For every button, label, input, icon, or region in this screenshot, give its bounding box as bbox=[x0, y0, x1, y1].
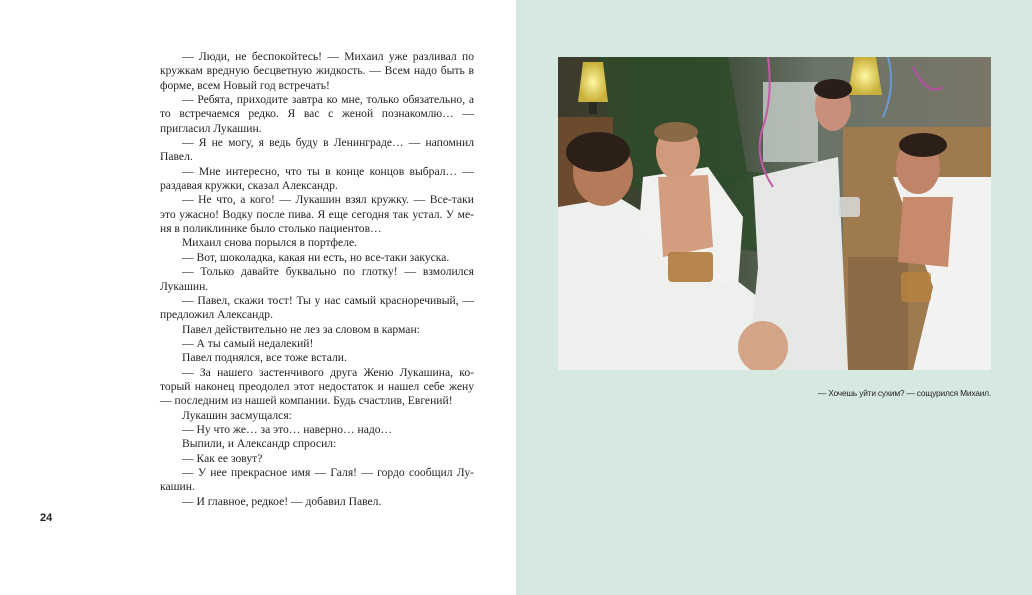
right-page bbox=[516, 0, 1032, 595]
paragraph: — Как ее зовут? bbox=[182, 451, 263, 465]
paragraph: — За нашего застенчивого друга Женю Лукашина, который наконец преодолел этот недостаток и нашел себе жену — последним из нашей компании. Будь счастлив, Евгений! bbox=[160, 365, 474, 408]
paragraph: — Ну что же… за это… наверно… надо… bbox=[182, 422, 393, 436]
body-text bbox=[160, 50, 474, 509]
paragraph: — Ребята, приходите завтра ко мне, только обязательно, а то встречаемся редко. Я вас с женой познакомлю… — пригласил Лукашин. bbox=[160, 93, 474, 135]
paragraph: Выпили, и Александр спросил: bbox=[182, 437, 337, 451]
paragraph: — Не что, а кого! — Лукашин взял кружку. — Все-таки это ужасно! Водку после пива. Я еще сегодня так устал. У меня в поликлинике было столько пациентов… bbox=[160, 193, 474, 236]
paragraph: — Мне интересно, что ты в конце концов выбрал… — раздавая кружки, сказал Александр. bbox=[160, 164, 474, 193]
paragraph: — Я не могу, я ведь буду в Ленинграде… — напомнил Павел. bbox=[160, 136, 474, 164]
paragraph: — Только давайте буквально по глотку! — взмолился Лукашин. bbox=[160, 265, 474, 293]
paragraph: Лукашин засмущался: bbox=[182, 408, 292, 422]
paragraph: — Люди, не беспокойтесь! — Михаил уже разливал по кружкам вредную бесцветную жидкость. — Всем надо быть в форме, всем Новый год встречать! bbox=[160, 50, 474, 92]
film-still-photo bbox=[558, 57, 991, 370]
paragraph: Павел поднялся, все тоже встали. bbox=[182, 351, 347, 365]
paragraph: — Павел, скажи тост! Ты у нас самый красноречивый, — предложил Александр. bbox=[160, 293, 474, 322]
paragraph: Михаил снова порылся в портфеле. bbox=[182, 236, 358, 250]
photo-caption: — Хочешь уйти сухим? — сощурился Михаил. bbox=[817, 388, 991, 398]
paragraph: Павел действительно не лез за словом в карман: bbox=[182, 322, 420, 336]
page-number: 24 bbox=[40, 512, 53, 524]
paragraph: — У нее прекрасное имя — Галя! — гордо сообщил Лукашин. bbox=[160, 465, 474, 494]
paragraph: — А ты самый недалекий! bbox=[182, 336, 314, 350]
paragraph: — И главное, редкое! — добавил Павел. bbox=[182, 494, 382, 508]
paragraph: — Вот, шоколадка, какая ни есть, но все-таки закуска. bbox=[182, 250, 450, 264]
photo-illustration bbox=[558, 57, 991, 370]
